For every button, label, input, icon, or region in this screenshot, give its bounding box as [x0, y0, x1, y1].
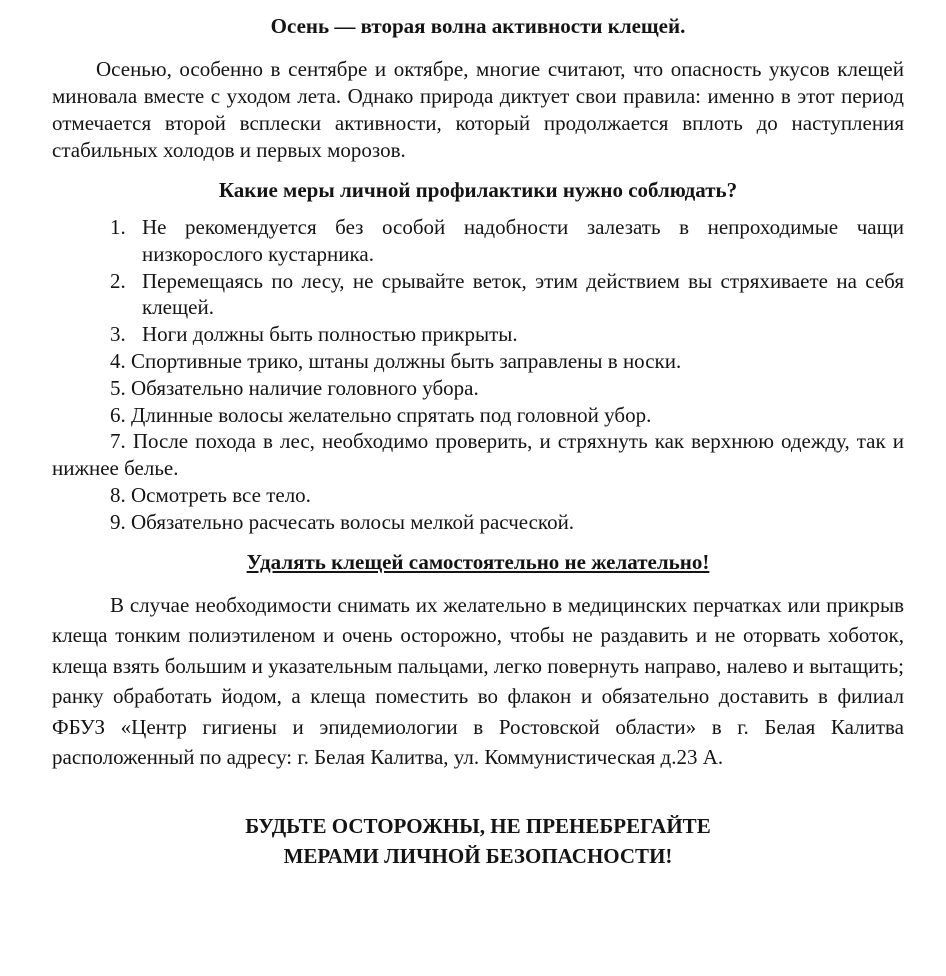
measures-list [52, 214, 904, 536]
list-item-text: Обязательно расчесать волосы мелкой расческой. [131, 509, 575, 534]
list-item-number: 8. [110, 482, 126, 507]
list-item-number: 2. [110, 268, 126, 293]
document-page [52, 12, 904, 871]
footer-line-2: МЕРАМИ ЛИЧНОЙ БЕЗОПАСНОСТИ! [283, 843, 673, 868]
prevention-heading: Какие меры личной профилактики нужно соблюдать? [218, 178, 738, 202]
list-item [52, 321, 904, 348]
list-item [52, 428, 904, 482]
list-item [52, 402, 904, 429]
list-item-number: 6. [110, 402, 126, 427]
list-item [52, 482, 904, 509]
list-item-text: Ноги должны быть полностью прикрыты. [142, 322, 518, 347]
list-item-number: 9. [110, 509, 126, 534]
intro-paragraph: Осенью, особенно в сентябре и октябре, многие считают, что опасность укусов клещей миновала вместе с уходом лета. Однако природа диктует свои правила: именно в этот период отмечается второй всплески активности, который продолжается вплоть до наступления стабильных холодов и первых морозов. [52, 57, 904, 162]
list-item-text: Перемещаясь по лесу, не срывайте веток, этим действием вы стряхиваете на себя клещей. [142, 268, 904, 320]
list-item-number: 7. [110, 429, 126, 454]
list-item [52, 348, 904, 375]
footer-line-1: БУДЬТЕ ОСТОРОЖНЫ, НЕ ПРЕНЕБРЕГАЙТЕ [245, 813, 711, 838]
removal-paragraph: В случае необходимости снимать их желательно в медицинских перчатках или прикрыв клеща тонким полиэтиленом и очень осторожно, чтобы не раздавить и не оторвать хоботок, клеща взять большим и указательным пальцами, легко повернуть направо, налево и вытащить; ранку обработать йодом, а клеща поместить во флакон и обязательно доставить в филиал ФБУЗ «Центр гигиены и эпидемиологии в Ростовской области» в г. Белая Калитва расположенный по адресу: г. Белая Калитва, ул. Коммунистическая д.23 А. [52, 592, 904, 770]
list-item-text: После похода в лес, необходимо проверить, и стряхнуть как верхнюю одежду, так и нижнее белье. [52, 429, 905, 481]
list-item-text: Длинные волосы желательно спрятать под головной убор. [131, 402, 652, 427]
footer-warning [52, 811, 904, 871]
list-item-text: Осмотреть все тело. [131, 482, 311, 507]
list-item-number: 5. [110, 375, 126, 400]
list-item [52, 509, 904, 536]
list-item-text: Обязательно наличие головного убора. [131, 375, 479, 400]
removal-heading: Удалять клещей самостоятельно не желательно! [246, 549, 710, 574]
list-item-text: Не рекомендуется без особой надобности залезать в непроходимые чащи низкорослого кустарника. [142, 215, 904, 266]
list-item-text: Спортивные трико, штаны должны быть заправлены в носки. [131, 348, 682, 373]
list-item [52, 268, 904, 322]
list-item-number: 1. [110, 215, 126, 239]
list-item [52, 214, 904, 268]
document-title: Осень — вторая волна активности клещей. [270, 14, 686, 38]
list-item-number: 3. [110, 322, 126, 347]
list-item [52, 375, 904, 402]
list-item-number: 4. [110, 348, 126, 373]
